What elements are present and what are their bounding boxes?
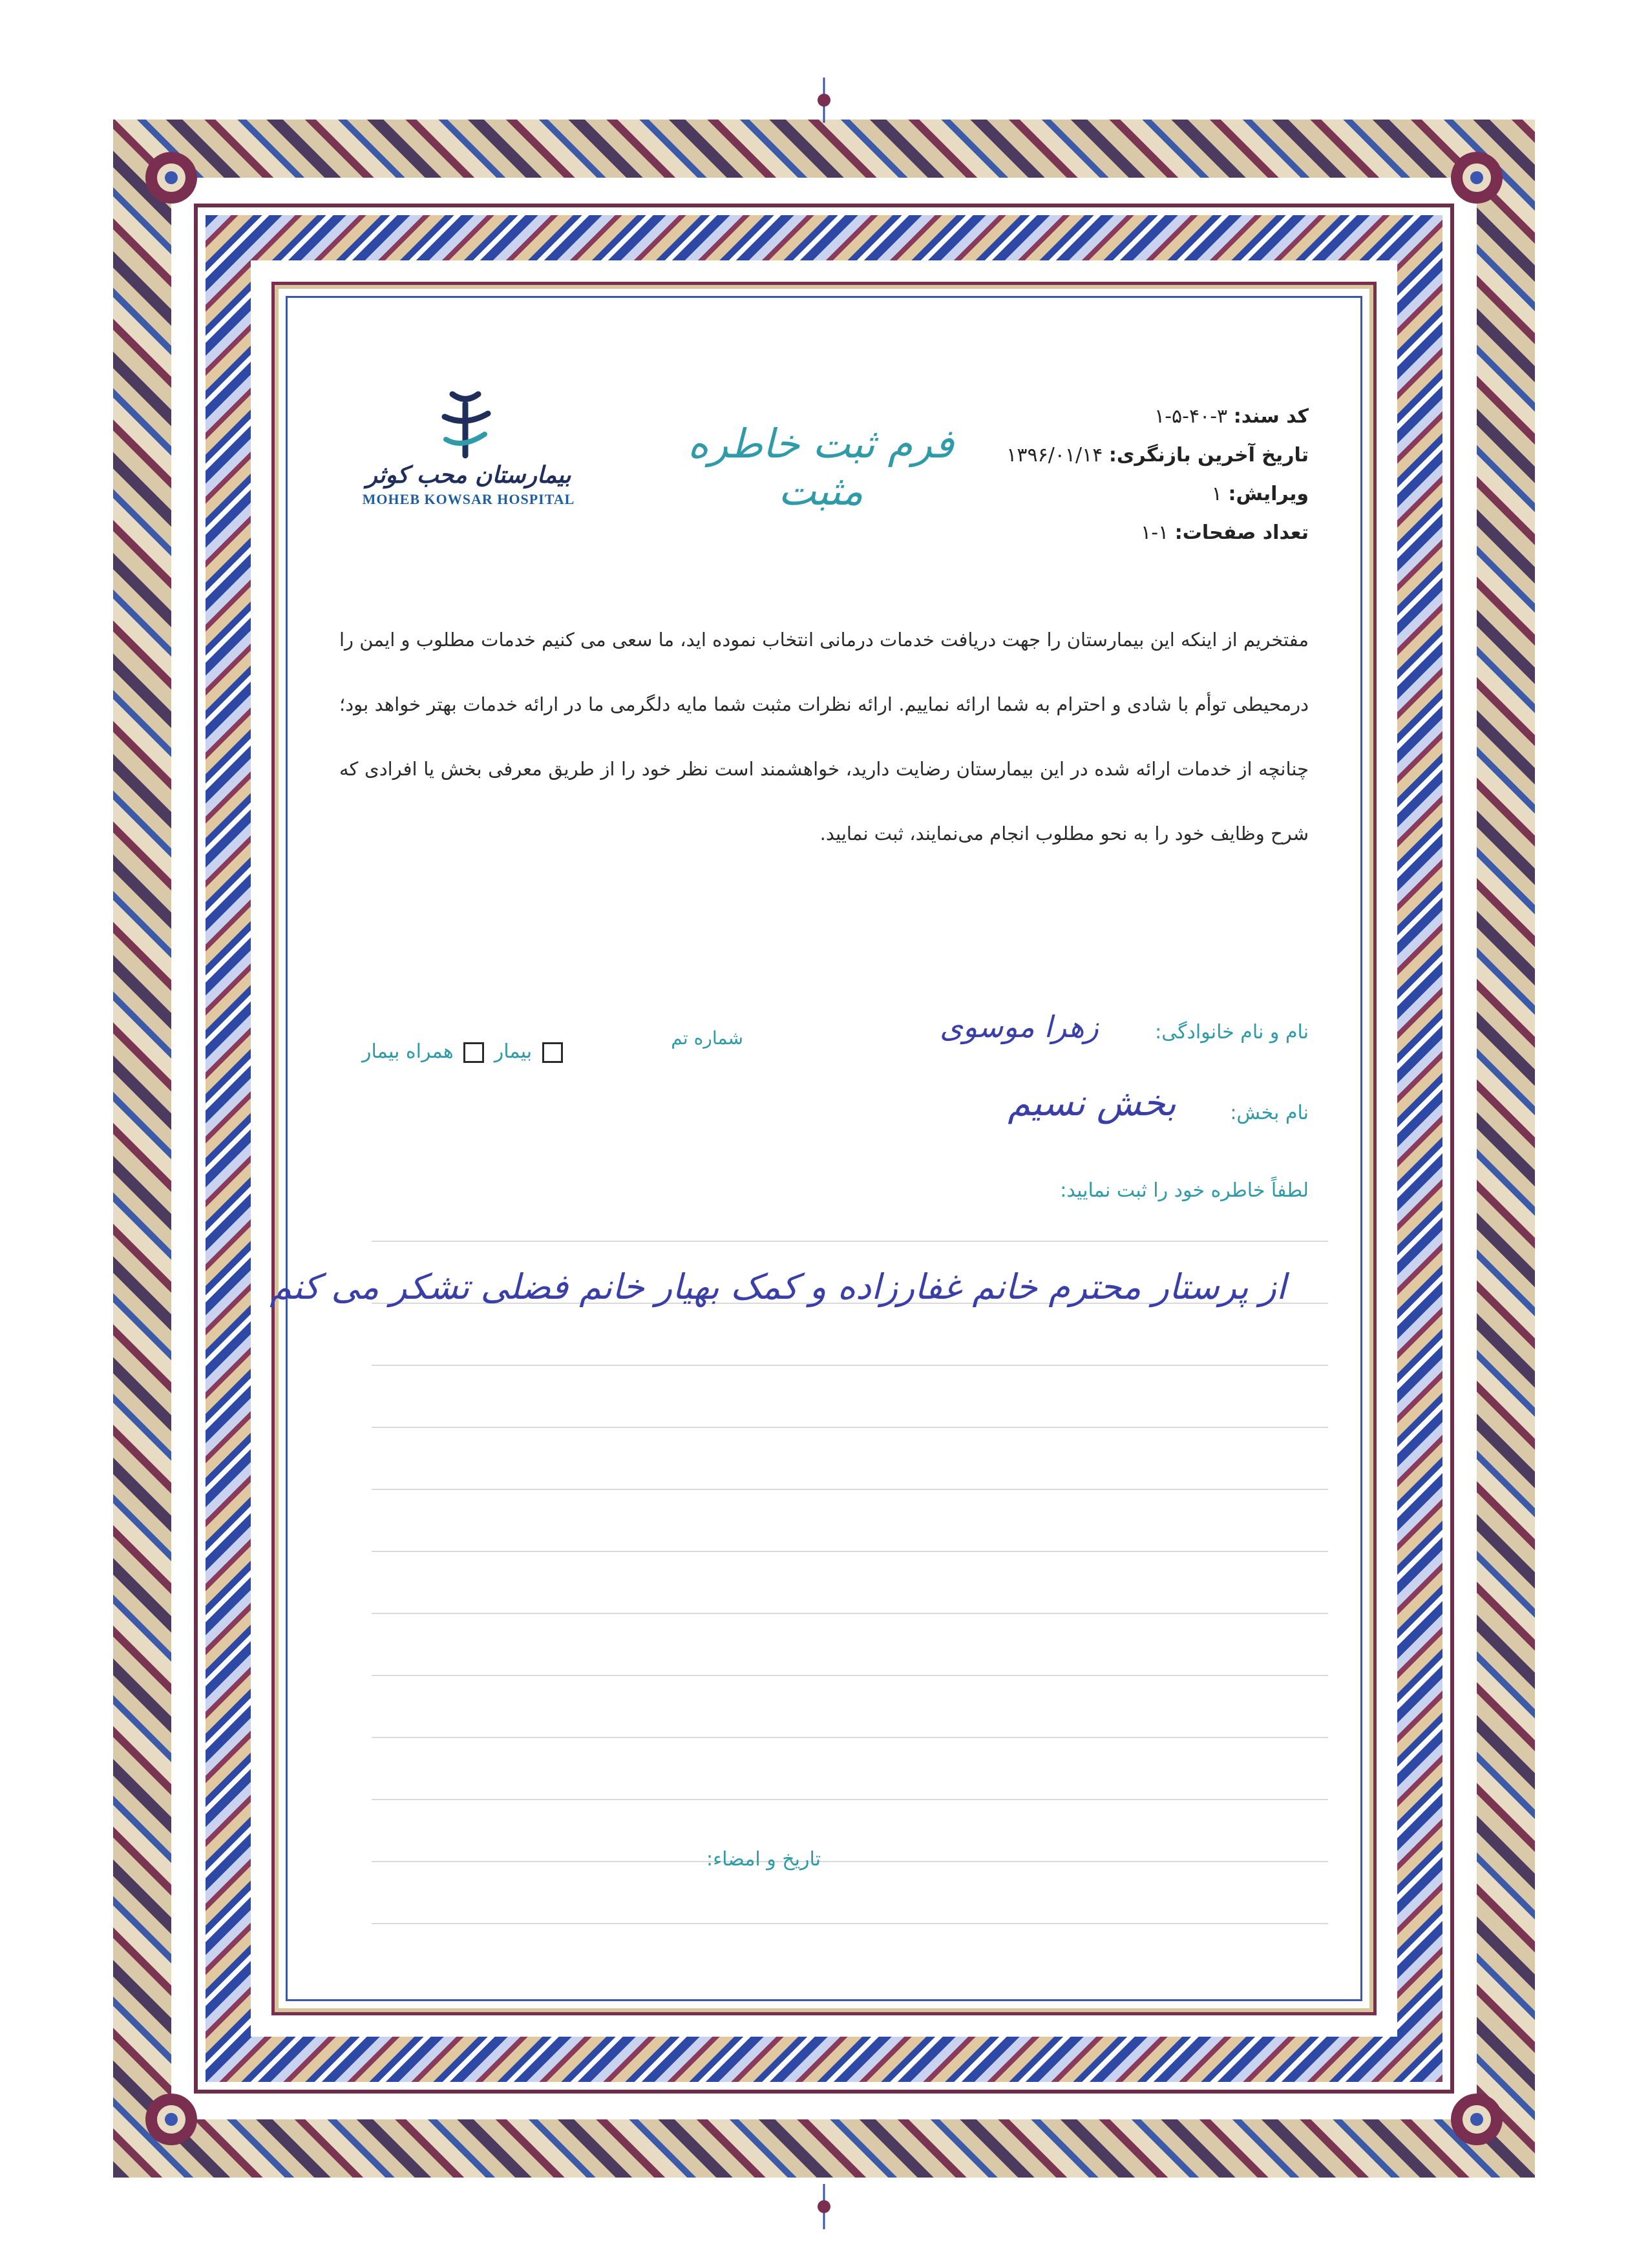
meta-page-count (973, 514, 1309, 552)
writing-line (372, 1923, 1328, 1924)
meta-label: ویرایش: (1228, 483, 1309, 505)
meta-edition (973, 475, 1309, 514)
writing-line (372, 1365, 1328, 1366)
writing-lines (372, 1241, 1328, 1985)
writing-line (372, 1737, 1328, 1738)
hospital-name-en: MOHEB KOWSAR HOSPITAL (362, 491, 575, 507)
form-content (269, 310, 1344, 1984)
writing-line (372, 1675, 1328, 1676)
corner-ornament-bottom-left (132, 2081, 210, 2158)
corner-ornament-top-right (1438, 139, 1516, 216)
writing-line (372, 1799, 1328, 1800)
meta-label: تعداد صفحات: (1174, 521, 1309, 544)
name-label: نام و نام خانوادگی: (1155, 1021, 1309, 1044)
meta-value: ۳-۴۰-۵-۱ (1154, 405, 1228, 428)
top-finial-ornament (811, 78, 837, 123)
writing-line (372, 1489, 1328, 1490)
meta-label: تاریخ آخرین بازنگری: (1108, 444, 1309, 467)
intro-paragraph: مفتخریم از اینکه این بیمارستان را جهت دریافت خدمات درمانی انتخاب نموده اید، ما سعی می کنیم خدمات مطلوب و ایمن را درمحیطی توأم با شادی و احترام به شما ارائه نماییم. ارائه نظرات مثبت شما مایه دلگرمی ما در ارائه خدمات بهتر خواهد بود؛ چنانچه از خدمات ارائه شده در این بیمارستان رضایت دارید، خواهشمند است نظر خود را از طریق معرفی بخش یا افرادی که شرح وظایف خود را به نحو مطلوب انجام می‌نمایند، ثبت نمایید. (339, 629, 1309, 845)
bottom-finial-ornament (811, 2184, 837, 2229)
form-title: فرم ثبت خاطره مثبت (688, 420, 954, 514)
companion-checkbox-label: همراه بیمار (362, 1040, 454, 1063)
hospital-name-fa: بیمارستان محب کوثر (366, 461, 571, 488)
corner-ornament-top-left (132, 139, 210, 216)
writing-line (372, 1427, 1328, 1428)
patient-checkbox[interactable] (542, 1042, 563, 1063)
meta-value: ۱-۱ (1141, 521, 1169, 544)
phone-label: شماره تم (671, 1027, 743, 1049)
memory-label: لطفاً خاطره خود را ثبت نمایید: (1060, 1179, 1309, 1202)
corner-ornament-bottom-right (1438, 2081, 1516, 2158)
meta-value: ۱ (1211, 483, 1222, 505)
document-meta (973, 397, 1309, 552)
meta-label: کد سند: (1233, 405, 1309, 428)
writing-line (372, 1551, 1328, 1552)
patient-type-checkboxes (362, 1040, 567, 1063)
meta-revision-date (973, 436, 1309, 475)
meta-doc-code (973, 397, 1309, 436)
hospital-logo-icon (427, 388, 511, 465)
memory-handwritten-text[interactable]: از پرستار محترم خانم غفارزاده و کمک بهیار خانم فضلی تشکر می کنم (269, 1266, 1286, 1307)
writing-line (372, 1241, 1328, 1242)
meta-value: ۱۳۹۶/۰۱/۱۴ (1006, 444, 1103, 467)
writing-line (372, 1861, 1328, 1862)
writing-line (372, 1613, 1328, 1614)
ward-handwritten-value[interactable]: بخش نسیم (1008, 1082, 1176, 1124)
ward-label: نام بخش: (1230, 1102, 1309, 1124)
hospital-logo (362, 388, 575, 543)
companion-checkbox[interactable] (463, 1042, 484, 1063)
patient-checkbox-label: بیمار (494, 1040, 533, 1063)
date-signature-label: تاریخ و امضاء: (706, 1848, 821, 1871)
name-handwritten-value[interactable]: زهرا موسوی (940, 1009, 1099, 1044)
